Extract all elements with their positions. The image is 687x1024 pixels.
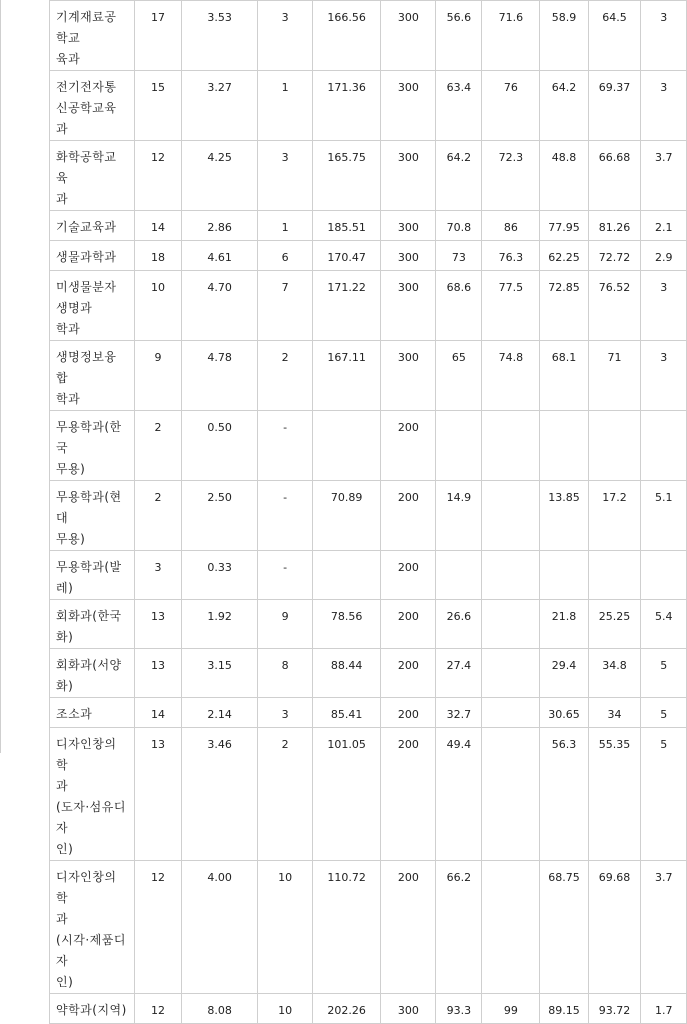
value-cell: 3 <box>258 1 313 71</box>
value-cell: 76 <box>482 71 540 141</box>
value-cell: 65 <box>436 341 482 411</box>
value-cell: 10 <box>258 994 313 1024</box>
value-cell: 200 <box>381 481 436 551</box>
department-name-cell <box>50 649 135 698</box>
value-cell <box>482 649 540 698</box>
value-cell: 8 <box>258 649 313 698</box>
table-row <box>50 71 687 141</box>
value-cell: 2 <box>258 728 313 861</box>
value-cell: 69.68 <box>588 861 641 994</box>
value-cell: 21.8 <box>540 600 588 649</box>
value-cell: 110.72 <box>313 861 381 994</box>
value-cell: 74.8 <box>482 341 540 411</box>
value-cell: 77.5 <box>482 271 540 341</box>
value-cell <box>482 861 540 994</box>
value-cell: 3 <box>641 271 687 341</box>
value-cell: 2 <box>134 481 181 551</box>
department-name-line: 생물과학과 <box>56 250 117 264</box>
value-cell <box>588 551 641 600</box>
value-cell: 200 <box>381 649 436 698</box>
table-row <box>50 241 687 271</box>
table-row <box>50 649 687 698</box>
value-cell: 12 <box>134 994 181 1024</box>
department-name-cell <box>50 141 135 211</box>
department-name-line: 무용) <box>56 462 86 476</box>
department-name-line: 조소과 <box>56 707 93 721</box>
value-cell: 300 <box>381 71 436 141</box>
value-cell: 15 <box>134 71 181 141</box>
department-name-cell <box>50 600 135 649</box>
value-cell <box>540 411 588 481</box>
table-row <box>50 600 687 649</box>
value-cell: 93.3 <box>436 994 482 1024</box>
table-row <box>50 341 687 411</box>
value-cell: 5 <box>641 698 687 728</box>
value-cell: 56.3 <box>540 728 588 861</box>
value-cell: 13 <box>134 649 181 698</box>
value-cell: 72.3 <box>482 141 540 211</box>
department-name-line: 인) <box>56 842 74 856</box>
value-cell: 2 <box>258 341 313 411</box>
value-cell: 3 <box>641 341 687 411</box>
department-name-cell <box>50 341 135 411</box>
value-cell: 5.1 <box>641 481 687 551</box>
value-cell: 3.53 <box>182 1 258 71</box>
department-name-line: 회화과(서양화) <box>56 658 122 693</box>
department-name-line: 무용학과(한국 <box>56 420 122 455</box>
value-cell: 167.11 <box>313 341 381 411</box>
value-cell: 300 <box>381 1 436 71</box>
department-name-cell <box>50 271 135 341</box>
value-cell <box>482 411 540 481</box>
value-cell: - <box>258 411 313 481</box>
department-name-line: 디자인창의학 <box>56 737 117 772</box>
department-name-cell <box>50 241 135 271</box>
value-cell: 2.1 <box>641 211 687 241</box>
value-cell: 29.4 <box>540 649 588 698</box>
value-cell: 64.2 <box>540 71 588 141</box>
value-cell: 200 <box>381 411 436 481</box>
admission-results-table <box>49 0 687 1024</box>
department-name-line: 약학과(지역) <box>56 1003 127 1017</box>
value-cell: 62.25 <box>540 241 588 271</box>
department-name-line: 육과 <box>56 52 81 66</box>
value-cell: 25.25 <box>588 600 641 649</box>
value-cell: 32.7 <box>436 698 482 728</box>
department-name-cell <box>50 1 135 71</box>
value-cell <box>482 481 540 551</box>
department-name-line: 화학공학교육 <box>56 150 117 185</box>
value-cell: 70.89 <box>313 481 381 551</box>
department-name-cell <box>50 551 135 600</box>
department-name-line: 미생물분자생명과 <box>56 280 117 315</box>
value-cell <box>540 551 588 600</box>
value-cell: 9 <box>134 341 181 411</box>
value-cell: 26.6 <box>436 600 482 649</box>
value-cell: 12 <box>134 861 181 994</box>
value-cell: 171.36 <box>313 71 381 141</box>
value-cell: 77.95 <box>540 211 588 241</box>
value-cell: 68.1 <box>540 341 588 411</box>
value-cell: 300 <box>381 211 436 241</box>
value-cell: 58.9 <box>540 1 588 71</box>
value-cell: 171.22 <box>313 271 381 341</box>
value-cell: 13.85 <box>540 481 588 551</box>
value-cell: 63.4 <box>436 71 482 141</box>
value-cell: 166.56 <box>313 1 381 71</box>
value-cell: 3 <box>258 698 313 728</box>
department-name-line: 무용) <box>56 532 86 546</box>
value-cell: 1 <box>258 71 313 141</box>
value-cell <box>482 600 540 649</box>
department-name-line: 과 <box>56 912 69 926</box>
table-row <box>50 994 687 1024</box>
department-name-line: 과 <box>56 122 69 136</box>
department-name-line: 전기전자통신공학교육 <box>56 80 117 115</box>
value-cell: 14 <box>134 211 181 241</box>
value-cell: 3 <box>641 71 687 141</box>
value-cell: 89.15 <box>540 994 588 1024</box>
value-cell <box>436 411 482 481</box>
table-row <box>50 271 687 341</box>
department-name-line: 인) <box>56 975 74 989</box>
value-cell: 18 <box>134 241 181 271</box>
value-cell: 55.35 <box>588 728 641 861</box>
department-name-cell <box>50 411 135 481</box>
value-cell: 93.72 <box>588 994 641 1024</box>
value-cell: 101.05 <box>313 728 381 861</box>
value-cell: 76.3 <box>482 241 540 271</box>
department-name-cell <box>50 211 135 241</box>
value-cell: 10 <box>134 271 181 341</box>
value-cell: 2 <box>134 411 181 481</box>
value-cell: 3 <box>134 551 181 600</box>
value-cell: 1.7 <box>641 994 687 1024</box>
value-cell: 34.8 <box>588 649 641 698</box>
value-cell: 69.37 <box>588 71 641 141</box>
department-name-cell <box>50 728 135 861</box>
value-cell: 202.26 <box>313 994 381 1024</box>
value-cell <box>436 551 482 600</box>
value-cell: 85.41 <box>313 698 381 728</box>
value-cell: 300 <box>381 271 436 341</box>
value-cell: 66.2 <box>436 861 482 994</box>
value-cell: 68.75 <box>540 861 588 994</box>
value-cell: 300 <box>381 994 436 1024</box>
value-cell: 1.92 <box>182 600 258 649</box>
value-cell: 3.46 <box>182 728 258 861</box>
left-page-border <box>0 0 1 753</box>
department-name-cell <box>50 481 135 551</box>
value-cell: 3 <box>641 1 687 71</box>
value-cell: - <box>258 481 313 551</box>
value-cell: 13 <box>134 600 181 649</box>
value-cell: 48.8 <box>540 141 588 211</box>
value-cell: 3.7 <box>641 861 687 994</box>
table-row <box>50 1 687 71</box>
value-cell: 3.7 <box>641 141 687 211</box>
department-name-line: 학과 <box>56 322 81 336</box>
department-name-line: 과 <box>56 779 69 793</box>
value-cell: 4.61 <box>182 241 258 271</box>
value-cell: 5.4 <box>641 600 687 649</box>
department-name-line: 디자인창의학 <box>56 870 117 905</box>
value-cell: 5 <box>641 728 687 861</box>
value-cell: 56.6 <box>436 1 482 71</box>
department-name-line: (시각·제품디자 <box>56 933 126 968</box>
value-cell: - <box>258 551 313 600</box>
value-cell: 5 <box>641 649 687 698</box>
department-name-line: 기술교육과 <box>56 220 117 234</box>
value-cell: 71.6 <box>482 1 540 71</box>
value-cell: 200 <box>381 600 436 649</box>
value-cell: 8.08 <box>182 994 258 1024</box>
value-cell: 200 <box>381 698 436 728</box>
value-cell: 72.85 <box>540 271 588 341</box>
value-cell <box>482 728 540 861</box>
department-name-line: 학과 <box>56 392 81 406</box>
value-cell: 12 <box>134 141 181 211</box>
value-cell: 3 <box>258 141 313 211</box>
value-cell: 6 <box>258 241 313 271</box>
value-cell <box>313 411 381 481</box>
value-cell: 70.8 <box>436 211 482 241</box>
value-cell: 13 <box>134 728 181 861</box>
value-cell: 4.25 <box>182 141 258 211</box>
value-cell: 4.00 <box>182 861 258 994</box>
value-cell: 300 <box>381 241 436 271</box>
table-row <box>50 481 687 551</box>
value-cell: 64.2 <box>436 141 482 211</box>
value-cell: 27.4 <box>436 649 482 698</box>
value-cell: 300 <box>381 341 436 411</box>
value-cell: 7 <box>258 271 313 341</box>
value-cell <box>482 698 540 728</box>
department-name-line: 생명정보융합 <box>56 350 117 385</box>
value-cell: 0.33 <box>182 551 258 600</box>
value-cell: 14 <box>134 698 181 728</box>
value-cell: 9 <box>258 600 313 649</box>
value-cell: 3.15 <box>182 649 258 698</box>
value-cell: 34 <box>588 698 641 728</box>
value-cell: 86 <box>482 211 540 241</box>
value-cell: 2.9 <box>641 241 687 271</box>
value-cell: 88.44 <box>313 649 381 698</box>
value-cell: 1 <box>258 211 313 241</box>
table-row <box>50 728 687 861</box>
value-cell <box>482 551 540 600</box>
department-name-line: 회화과(한국화) <box>56 609 122 644</box>
department-name-cell <box>50 994 135 1024</box>
department-name-line: (도자·섬유디자 <box>56 800 126 835</box>
value-cell: 2.50 <box>182 481 258 551</box>
value-cell: 3.27 <box>182 71 258 141</box>
value-cell: 73 <box>436 241 482 271</box>
value-cell: 76.52 <box>588 271 641 341</box>
value-cell: 78.56 <box>313 600 381 649</box>
value-cell: 17 <box>134 1 181 71</box>
value-cell <box>641 411 687 481</box>
value-cell: 185.51 <box>313 211 381 241</box>
department-name-cell <box>50 71 135 141</box>
table-row <box>50 141 687 211</box>
department-name-line: 과 <box>56 192 69 206</box>
value-cell: 71 <box>588 341 641 411</box>
value-cell: 66.68 <box>588 141 641 211</box>
table-row <box>50 551 687 600</box>
value-cell: 30.65 <box>540 698 588 728</box>
value-cell: 17.2 <box>588 481 641 551</box>
value-cell: 4.78 <box>182 341 258 411</box>
value-cell: 0.50 <box>182 411 258 481</box>
value-cell: 49.4 <box>436 728 482 861</box>
table-row <box>50 411 687 481</box>
value-cell: 200 <box>381 861 436 994</box>
value-cell: 81.26 <box>588 211 641 241</box>
value-cell: 14.9 <box>436 481 482 551</box>
value-cell: 2.86 <box>182 211 258 241</box>
value-cell <box>588 411 641 481</box>
department-name-line: 무용학과(발레) <box>56 560 122 595</box>
value-cell: 68.6 <box>436 271 482 341</box>
value-cell: 170.47 <box>313 241 381 271</box>
value-cell: 99 <box>482 994 540 1024</box>
value-cell: 300 <box>381 141 436 211</box>
department-name-cell <box>50 698 135 728</box>
value-cell: 2.14 <box>182 698 258 728</box>
department-name-line: 무용학과(현대 <box>56 490 122 525</box>
value-cell: 64.5 <box>588 1 641 71</box>
value-cell: 200 <box>381 728 436 861</box>
table-row <box>50 861 687 994</box>
value-cell: 165.75 <box>313 141 381 211</box>
value-cell <box>313 551 381 600</box>
value-cell: 200 <box>381 551 436 600</box>
value-cell: 72.72 <box>588 241 641 271</box>
value-cell: 4.70 <box>182 271 258 341</box>
department-name-cell <box>50 861 135 994</box>
value-cell <box>641 551 687 600</box>
value-cell: 10 <box>258 861 313 994</box>
table-row <box>50 698 687 728</box>
table-row <box>50 211 687 241</box>
department-name-line: 기계재료공학교 <box>56 10 117 45</box>
